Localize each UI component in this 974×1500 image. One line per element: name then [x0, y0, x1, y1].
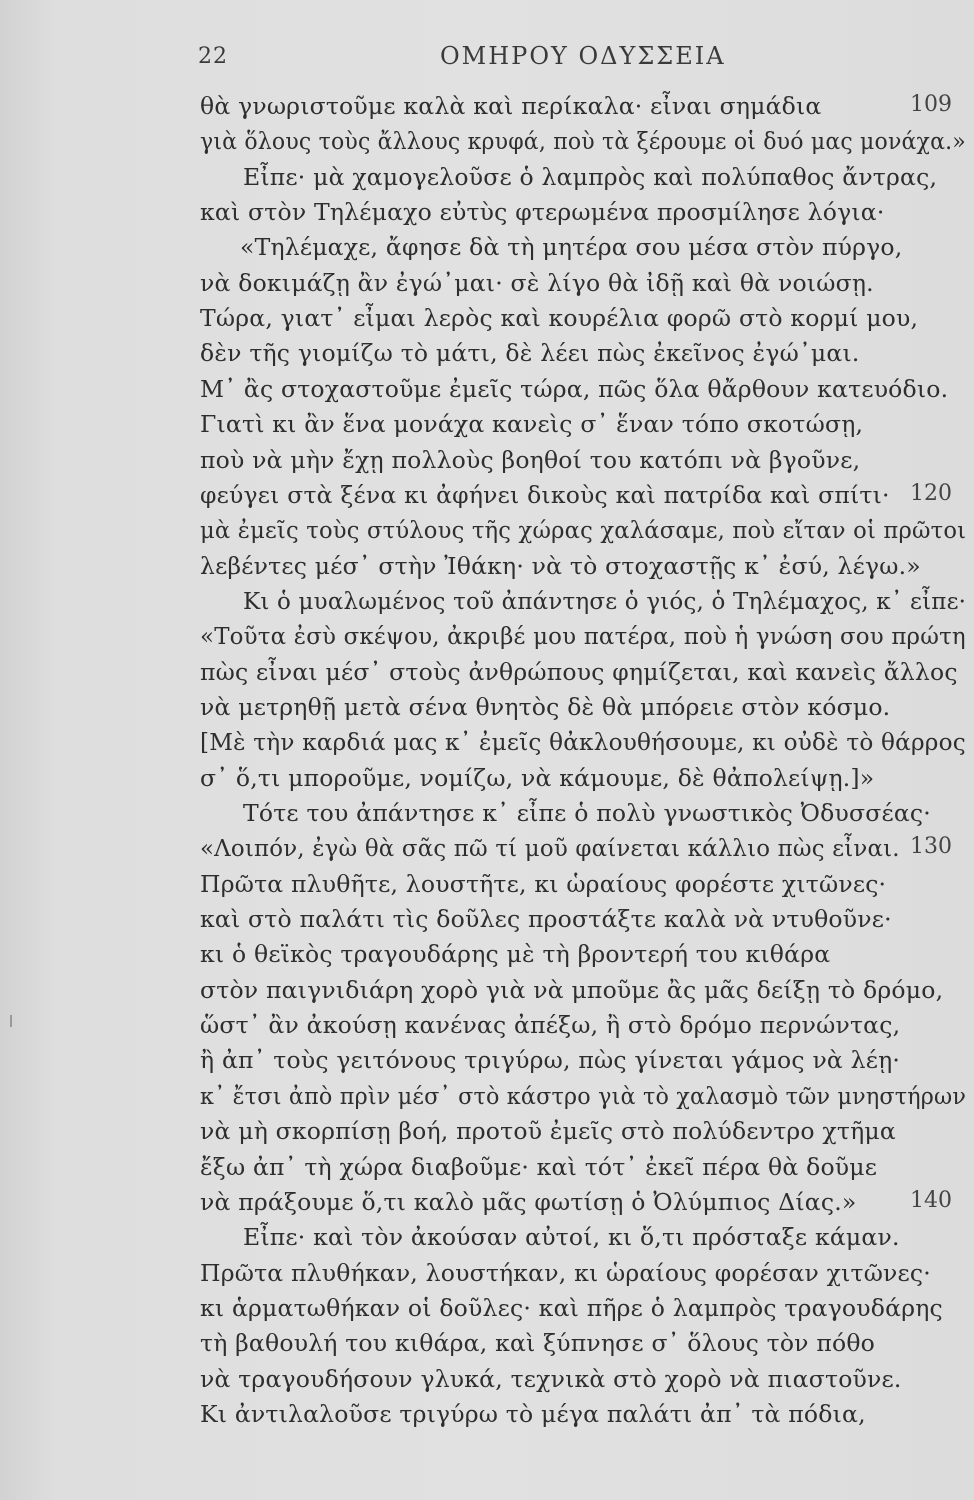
page-number: 22 [198, 44, 228, 69]
verse-line [0, 834, 974, 868]
verse-line [0, 870, 974, 904]
verse-text: «Τοῦτα ἐσὺ σκέψου, ἀκριβέ μου πατέρα, ποὺ ἡ γνώση σου πρώτη [200, 622, 966, 651]
verse-text: κ᾽ ἔτσι ἀπὸ πρὶν μέσ᾽ στὸ κάστρο γιὰ τὸ χαλασμὸ τῶν μνηστήρων [200, 1081, 967, 1110]
verse-text: νὰ μετρηθῇ μετὰ σένα θνητὸς δὲ θὰ μπόρειε στὸν κόσμο. [200, 692, 891, 721]
verse-line [0, 339, 974, 373]
verse-line [0, 516, 974, 550]
verse-line [0, 127, 974, 161]
verse-text: Κι ἀντιλαλοῦσε τριγύρω τὸ μέγα παλάτι ἀπ᾽ τὰ πόδια, [200, 1399, 866, 1428]
verse-text: καὶ στὸ παλάτι τὶς δοῦλες προστάξτε καλὰ νὰ ντυθοῦνε· [200, 905, 892, 934]
verse-text: Πρῶτα πλυθήκαν, λουστήκαν, κι ὡραίους φορέσαν χιτῶνες· [200, 1258, 931, 1287]
verse-text: στὸν παιγνιδιάρη χορὸ γιὰ νὰ μποῦμε ἂς μᾶς δείξῃ τὸ δρόμο, [200, 975, 944, 1004]
verse-line [0, 905, 974, 939]
verse-line [0, 1294, 974, 1328]
verse-line [0, 693, 974, 727]
verse-line [0, 410, 974, 444]
verse-line [0, 799, 974, 833]
verse-line [0, 1011, 974, 1045]
verse-line [0, 1329, 974, 1363]
verse-text: ἢ ἀπ᾽ τοὺς γειτόνους τριγύρω, πὼς γίνεται γάμος νὰ λέῃ· [200, 1046, 901, 1075]
verse-line [0, 1400, 974, 1434]
running-title: ΟΜΗΡΟΥ ΟΔΥΣΣΕΙΑ [440, 42, 726, 70]
verse-text: ἔξω ἀπ᾽ τὴ χώρα διαβοῦμε· καὶ τότ᾽ ἐκεῖ πέρα θὰ δοῦμε [200, 1152, 878, 1181]
verse-text: Εἶπε· μὰ χαμογελοῦσε ὁ λαμπρὸς καὶ πολύπαθος ἄντρας, [243, 162, 938, 191]
verse-line [0, 198, 974, 232]
line-number: 120 [910, 480, 952, 506]
verse-line [0, 976, 974, 1010]
verse-line [0, 1082, 974, 1116]
verse-text: θὰ γνωριστοῦμε καλὰ καὶ περίκαλα· εἶναι σημάδια [200, 92, 822, 120]
verse-text: ὥστ᾽ ἂν ἀκούσῃ κανένας ἀπέξω, ἢ στὸ δρόμο περνώντας, [200, 1011, 901, 1040]
verse-line [0, 163, 974, 197]
verse-text: νὰ πράξουμε ὅ,τι καλὸ μᾶς φωτίσῃ ὁ Ὀλύμπιος Δίας.» [200, 1187, 857, 1216]
verse-line [0, 1188, 974, 1222]
verse-text: μὰ ἐμεῖς τοὺς στύλους τῆς χώρας χαλάσαμε, ποὺ εἴταν οἱ πρῶτοι [200, 516, 967, 545]
verse-text: Γιατὶ κι ἂν ἕνα μονάχα κανεὶς σ᾽ ἕναν τόπο σκοτώσῃ, [200, 410, 864, 439]
verse-text: «Λοιπόν, ἐγὼ θὰ σᾶς πῶ τί μοῦ φαίνεται κάλλιο πὼς εἶναι. [200, 834, 900, 863]
verse-text: κι ὁ θεϊκὸς τραγουδάρης μὲ τὴ βροντερή του κιθάρα [200, 940, 831, 969]
line-number: 109 [910, 92, 952, 117]
page-edge-mark [10, 1015, 12, 1027]
verse-text: νὰ μὴ σκορπίσῃ βοή, προτοῦ ἐμεῖς στὸ πολύδεντρο χτῆμα [200, 1117, 896, 1146]
verse-text: Εἶπε· καὶ τὸν ἀκούσαν αὐτοί, κι ὅ,τι πρόσταξε κάμαν. [243, 1223, 900, 1252]
verse-line [0, 375, 974, 409]
verse-line [0, 92, 974, 126]
verse-text: νὰ τραγουδήσουν γλυκά, τεχνικὰ στὸ χορὸ νὰ πιαστοῦνε. [200, 1364, 902, 1393]
verse-text: σ᾽ ὅ,τι μποροῦμε, νομίζω, νὰ κάμουμε, δὲ θἀπολείψῃ.]» [200, 763, 875, 792]
verse-line [0, 1223, 974, 1257]
verse-line [0, 304, 974, 338]
verse-line [0, 552, 974, 586]
verse-text: φεύγει στὰ ξένα κι ἀφήνει δικοὺς καὶ πατρίδα καὶ σπίτι· [200, 480, 890, 509]
verse-line [0, 1365, 974, 1399]
verse-line [0, 587, 974, 621]
verse-line [0, 269, 974, 303]
verse-line [0, 1259, 974, 1293]
verse-text: Κι ὁ μυαλωμένος τοῦ ἀπάντησε ὁ γιός, ὁ Τηλέμαχος, κ᾽ εἶπε· [243, 586, 967, 615]
verse-line [0, 940, 974, 974]
verse-text: γιὰ ὅλους τοὺς ἄλλους κρυφά, ποὺ τὰ ξέρουμε οἱ δυό μας μονάχα.» [200, 127, 966, 156]
verse-line [0, 728, 974, 762]
verse-line [0, 481, 974, 515]
verse-line [0, 764, 974, 798]
verse-text: «Τηλέμαχε, ἄφησε δὰ τὴ μητέρα σου μέσα στὸν πύργο, [240, 233, 903, 262]
verse-text: καὶ στὸν Τηλέμαχο εὐτὺς φτερωμένα προσμίλησε λόγια· [200, 198, 885, 227]
verse-text: Μ᾽ ἂς στοχαστοῦμε ἐμεῖς τώρα, πῶς ὅλα θἄρθουν κατευόδιο. [200, 374, 949, 403]
verse-line [0, 622, 974, 656]
verse-text: τὴ βαθουλή του κιθάρα, καὶ ξύπνησε σ᾽ ὅλους τὸν πόθο [200, 1329, 876, 1358]
verse-line [0, 658, 974, 692]
verse-line [0, 446, 974, 480]
verse-line [0, 1046, 974, 1080]
line-number: 140 [910, 1187, 952, 1213]
verse-text: δὲν τῆς γιομίζω τὸ μάτι, δὲ λέει πὼς ἐκεῖνος ἐγώ᾽μαι. [200, 339, 860, 368]
verse-text: κι ἁρματωθήκαν οἱ δοῦλες· καὶ πῆρε ὁ λαμπρὸς τραγουδάρης [200, 1293, 943, 1322]
verse-text: λεβέντες μέσ᾽ στὴν Ἰθάκη· νὰ τὸ στοχαστῇς κ᾽ ἐσύ, λέγω.» [200, 551, 921, 580]
verse-text: [Μὲ τὴν καρδιά μας κ᾽ ἐμεῖς θἀκλουθήσουμε, κι οὐδὲ τὸ θάρρος [200, 728, 966, 757]
verse-text: Πρῶτα πλυθῆτε, λουστῆτε, κι ὡραίους φορέστε χιτῶνες· [200, 869, 887, 898]
verse-line [0, 1153, 974, 1187]
line-number: 130 [910, 834, 952, 860]
verse-line [0, 1117, 974, 1151]
verse-text: Τότε του ἀπάντησε κ᾽ εἶπε ὁ πολὺ γνωστικὸς Ὀδυσσέας· [243, 799, 931, 827]
verse-text: πὼς εἶναι μέσ᾽ στοὺς ἀνθρώπους φημίζεται, καὶ κανεὶς ἄλλος [200, 657, 958, 686]
verse-text: Τώρα, γιατ᾽ εἶμαι λερὸς καὶ κουρέλια φορῶ στὸ κορμί μου, [200, 304, 919, 333]
verse-text: νὰ δοκιμάζῃ ἂν ἐγώ᾽μαι· σὲ λίγο θὰ ἰδῇ καὶ θὰ νοιώσῃ. [200, 268, 874, 297]
verse-line [0, 233, 974, 267]
verse-text: ποὺ νὰ μὴν ἔχῃ πολλοὺς βοηθοί του κατόπι νὰ βγοῦνε, [200, 445, 861, 474]
